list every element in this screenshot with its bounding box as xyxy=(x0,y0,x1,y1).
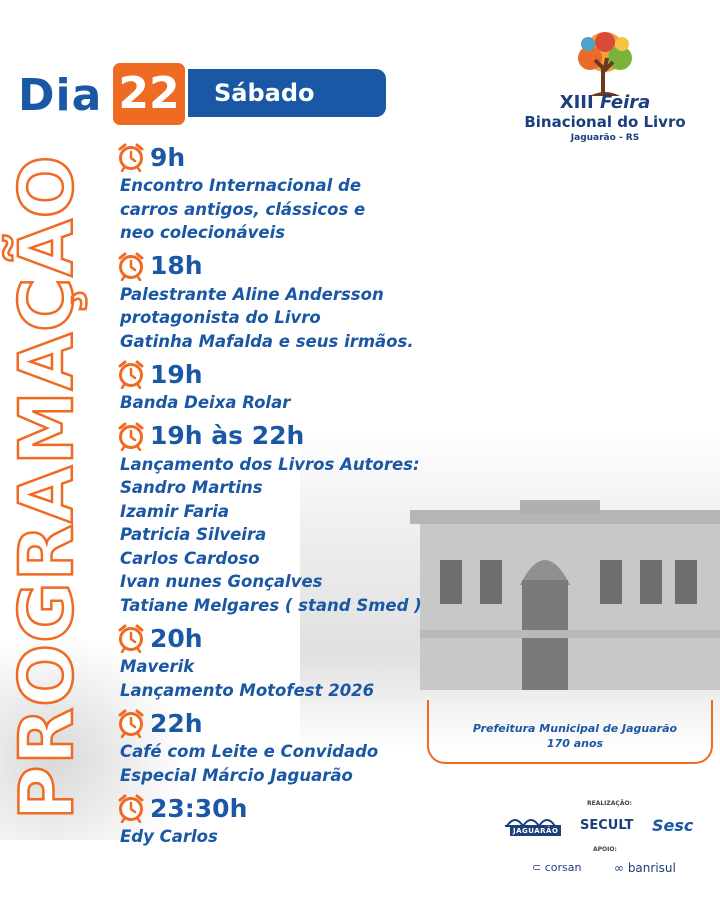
schedule-event xyxy=(116,791,536,849)
event-description-line: Izamir Faria xyxy=(120,501,230,521)
event-description-line: Maverik xyxy=(120,657,195,676)
logo-feira: Feira xyxy=(599,92,651,113)
event-time: 18h xyxy=(150,251,203,280)
logo-subtitle: Binacional do Livro xyxy=(524,113,686,131)
event-time: 22h xyxy=(150,708,203,738)
event-description-line: Tatiane Melgares ( stand Smed ) xyxy=(120,595,422,615)
event-description-line: Palestrante Aline Andersson xyxy=(120,284,384,304)
schedule-event xyxy=(116,249,536,354)
realizacao-label: REALIZAÇÃO: xyxy=(587,800,632,807)
event-description-line: Patricia Silveira xyxy=(120,525,267,544)
corsan-name: corsan xyxy=(544,861,582,874)
logo-city: Jaguarão - RS xyxy=(570,133,640,143)
programacao-title: PROGRAMAÇÃO xyxy=(4,154,90,820)
event-description-line: Ivan nunes Gonçalves xyxy=(120,572,323,591)
event-time: 9h xyxy=(150,142,186,172)
event-description-line: Lançamento dos Livros Autores: xyxy=(120,454,420,474)
alarm-clock-icon xyxy=(116,623,146,653)
day-number-badge: 22 xyxy=(110,60,188,128)
event-description-line: Gatinha Mafalda e seus irmãos. xyxy=(120,331,414,351)
event-description-line: Café com Leite e Convidado xyxy=(120,742,379,761)
alarm-clock-icon xyxy=(116,251,146,281)
alarm-clock-icon xyxy=(116,142,146,172)
event-description-line: Edy Carlos xyxy=(120,827,218,846)
jaguarao-logo-text: JAGUARÃO xyxy=(510,826,561,836)
apoio-label: APOIO: xyxy=(593,846,617,853)
event-description-line: Banda Deixa Rolar xyxy=(120,393,291,412)
event-time-row xyxy=(116,140,536,174)
event-description-line: Lançamento Motofest 2026 xyxy=(120,680,375,700)
tree-book-icon xyxy=(560,30,650,96)
event-time: 20h xyxy=(150,623,203,653)
sesc-logo: Sesc xyxy=(652,816,694,835)
schedule-event xyxy=(116,621,536,702)
event-time: 19h às 22h xyxy=(150,421,305,450)
event-time-row xyxy=(116,621,536,655)
dia-label: Dia xyxy=(18,70,103,121)
event-time-row xyxy=(116,357,536,391)
banrisul-name: banrisul xyxy=(627,861,676,875)
prefeitura-caption xyxy=(440,721,710,751)
secult-logo: SECULT xyxy=(580,818,634,833)
event-description-line: Encontro Internacional de xyxy=(120,176,362,195)
event-description-line: Especial Márcio Jaguarão xyxy=(120,765,353,785)
schedule-event xyxy=(116,357,536,415)
event-description-line: Sandro Martins xyxy=(120,478,263,497)
alarm-clock-icon xyxy=(116,708,146,738)
schedule-event xyxy=(116,140,536,245)
corsan-logo: ⊂ corsan xyxy=(532,861,582,874)
alarm-clock-icon xyxy=(116,359,146,389)
event-time: 19h xyxy=(150,359,203,389)
event-description-line: neo colecionáveis xyxy=(120,223,286,242)
event-description-line: carros antigos, clássicos e xyxy=(120,199,366,219)
prefeitura-anniversary: 170 anos xyxy=(546,737,604,750)
event-time-row xyxy=(116,791,536,825)
alarm-clock-icon xyxy=(116,793,146,823)
event-description-line: protagonista do Livro xyxy=(120,308,321,327)
schedule-event xyxy=(116,419,536,618)
logo-edition: XIII xyxy=(559,92,594,113)
event-time: 23:30h xyxy=(150,793,248,823)
event-time-row xyxy=(116,249,536,283)
banrisul-logo: ∞ banrisul xyxy=(614,861,676,875)
prefeitura-name: Prefeitura Municipal de Jaguarão xyxy=(472,722,678,735)
event-description-line: Carlos Cardoso xyxy=(120,548,260,568)
alarm-clock-icon xyxy=(116,421,146,451)
feira-logo xyxy=(520,30,690,155)
weekday-banner: Sábado xyxy=(170,69,386,117)
event-time-row xyxy=(116,419,536,453)
